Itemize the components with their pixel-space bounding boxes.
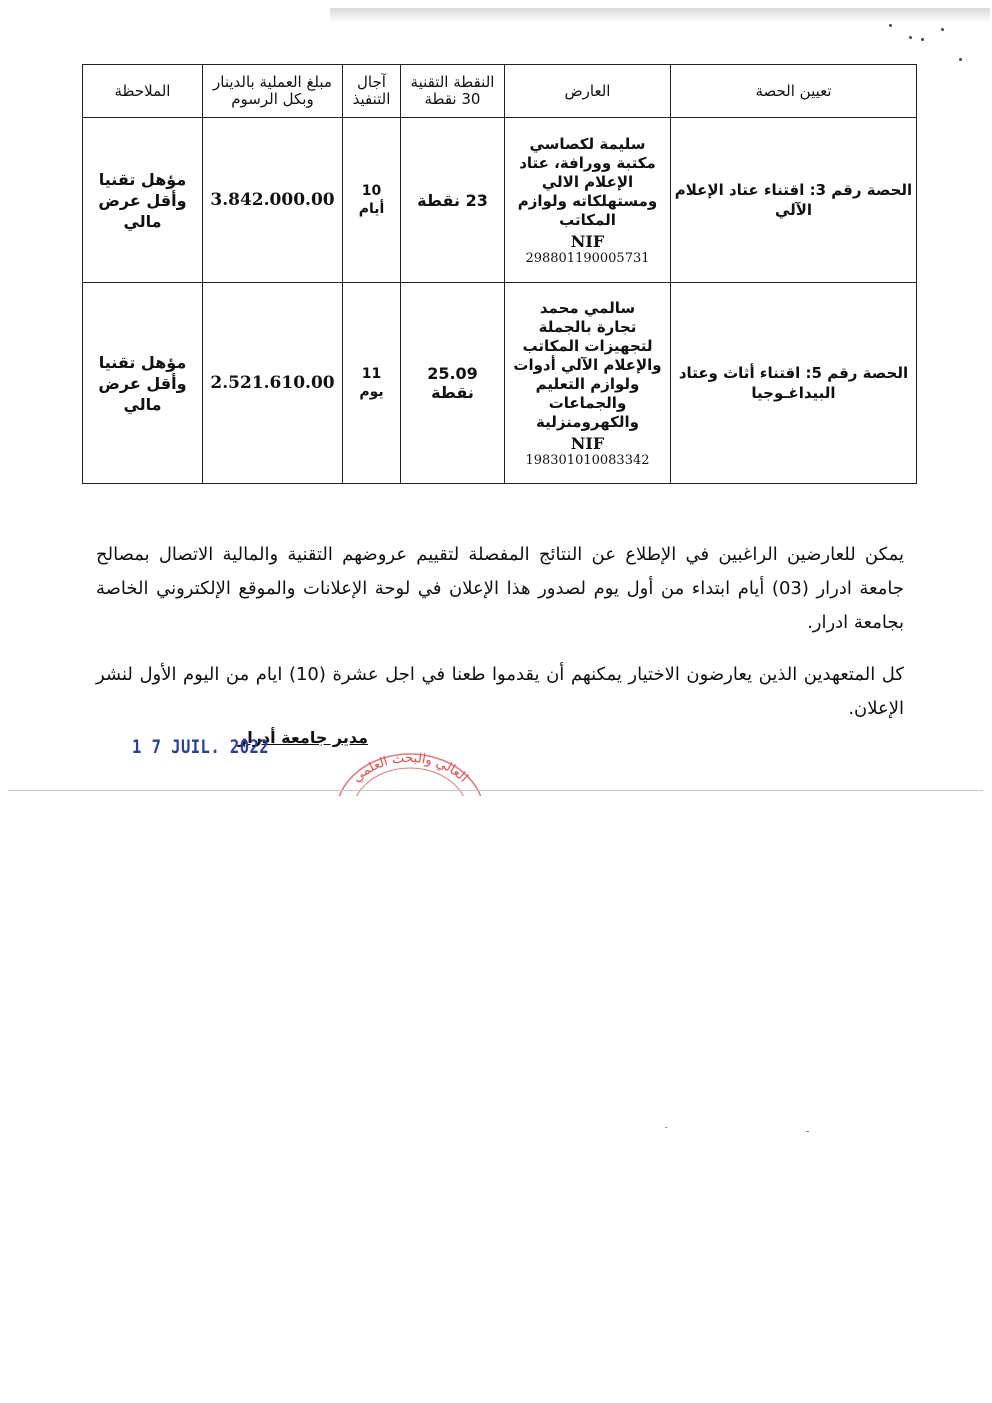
table-row bbox=[83, 283, 917, 484]
date-stamp: 1 7 JUIL. 2022 bbox=[132, 736, 270, 758]
table-row bbox=[83, 118, 917, 283]
header-lot: تعيين الحصة bbox=[671, 65, 917, 118]
nif-label: NIF bbox=[570, 231, 605, 251]
score-cell: 23 نقطة bbox=[401, 118, 505, 283]
lot-cell: الحصة رقم 3: اقتناء عتاد الإعلام الآلي bbox=[671, 118, 917, 283]
lot-cell: الحصة رقم 5: اقتناء أثاث وعتاد البيداغـوجيا bbox=[671, 283, 917, 484]
nif-number: 298801190005731 bbox=[525, 250, 650, 266]
amount-cell: 2.521.610.00 bbox=[203, 283, 343, 484]
consultation-paragraph: يمكن للعارضين الراغبين في الإطلاع عن النتائج المفصلة لتقييم عروضهم التقنية والمالية الاتصال بمصالح جامعة ادرار (03) أيام ابتداء من أول يوم لصدور هذا الإعلان في لوحة الإعلانات والموقع الإلكتروني الخاصة بجامعة ادرار. bbox=[96, 544, 904, 633]
header-bidder: العارض bbox=[505, 65, 671, 118]
header-amount: مبلغ العملية بالدينار وبكل الرسوم bbox=[203, 65, 343, 118]
seal-text: العالي والبحث العلمي bbox=[349, 750, 471, 786]
scan-shadow bbox=[330, 8, 990, 22]
nif-label: NIF bbox=[570, 433, 605, 453]
note-cell: مؤهل تقنيا وأقل عرض مالي bbox=[83, 118, 203, 283]
signatory-title: مدير جامعة أدرار bbox=[238, 728, 369, 747]
appeal-paragraph: كل المتعهدين الذين يعارضون الاختيار يمكنهم أن يقدموا طعنا في اجل عشرة (10) ايام من اليوم الأول لنشر الإعلان. bbox=[96, 664, 904, 719]
duration-cell: 10 أيام bbox=[343, 118, 401, 283]
table-header-row bbox=[83, 65, 917, 118]
bidder-cell: سليمة لكصاسي مكتبة وورافة، عتاد الإعلام الالي ومستهلكاته ولوازم المكاتب NIF 298801190005731 bbox=[505, 118, 671, 283]
results-table bbox=[82, 64, 917, 484]
official-seal bbox=[330, 748, 490, 796]
note-cell: مؤهل تقنيا وأقل عرض مالي bbox=[83, 283, 203, 484]
scan-speck bbox=[806, 1131, 809, 1132]
scan-specks bbox=[874, 24, 964, 64]
amount-cell: 3.842.000.00 bbox=[203, 118, 343, 283]
header-note: الملاحظة bbox=[83, 65, 203, 118]
header-duration: آجال التنفيذ bbox=[343, 65, 401, 118]
page-crop-line bbox=[8, 790, 983, 791]
score-cell: 25.09 نقطة bbox=[401, 283, 505, 484]
nif-number: 198301010083342 bbox=[525, 452, 650, 468]
header-score: النقطة التقنية 30 نقطة bbox=[401, 65, 505, 118]
scan-speck bbox=[665, 1127, 667, 1128]
bidder-cell: سالمي محمد تجارة بالجملة لتجهيزات المكاتب والإعلام الآلي أدوات ولوازم التعليم والجماعات والكهرومنزلية NIF 198301010083342 bbox=[505, 283, 671, 484]
duration-cell: 11 يوم bbox=[343, 283, 401, 484]
